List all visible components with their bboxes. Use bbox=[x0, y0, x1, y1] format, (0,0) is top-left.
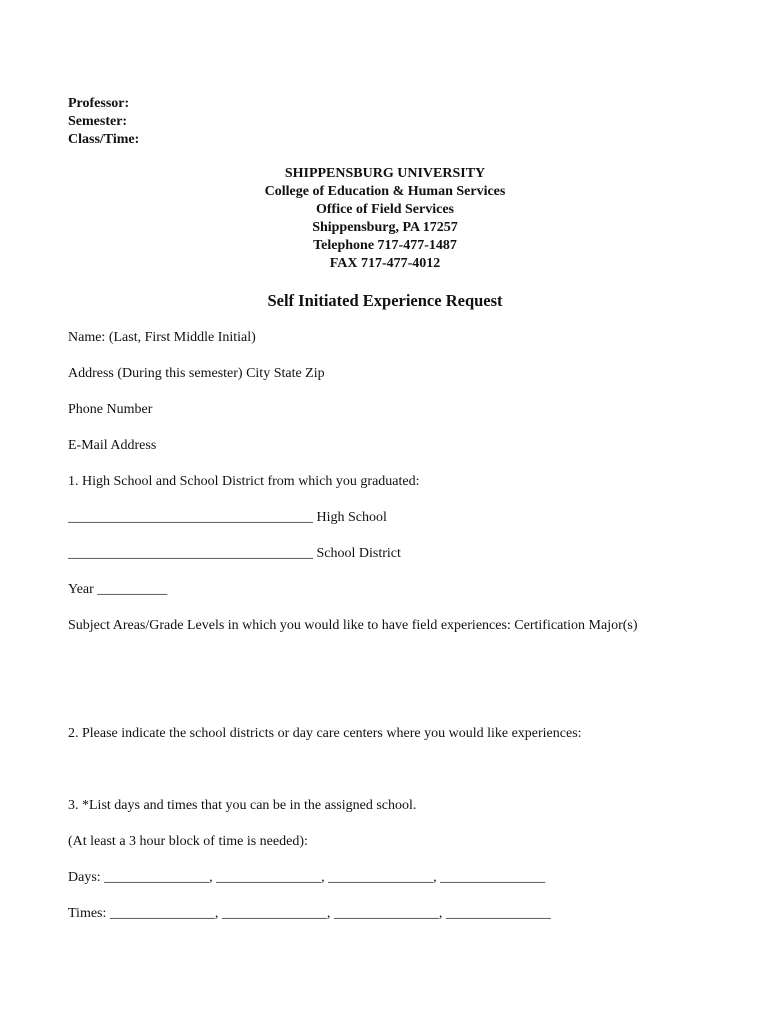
name-field-label: Name: (Last, First Middle Initial) bbox=[68, 330, 256, 345]
question-3: 3. *List days and times that you can be in the assigned school. bbox=[68, 798, 417, 813]
office-name: Office of Field Services bbox=[315, 202, 454, 217]
phone-field-label: Phone Number bbox=[68, 402, 153, 417]
telephone-number: Telephone 717-477-1487 bbox=[313, 238, 457, 253]
question-2: 2. Please indicate the school districts or day care centers where you would like experiences: bbox=[68, 726, 582, 741]
question-3-note: (At least a 3 hour block of time is needed): bbox=[68, 834, 308, 849]
fax-number: FAX 717-477-4012 bbox=[329, 256, 441, 271]
year-field: Year __________ bbox=[68, 582, 168, 597]
semester-label: Semester: bbox=[68, 114, 128, 129]
subject-areas-label: Subject Areas/Grade Levels in which you would like to have field experiences: Certification Major(s) bbox=[68, 618, 638, 633]
school-district-field: ___________________________________ School District bbox=[68, 546, 401, 561]
class-time-label: Class/Time: bbox=[68, 132, 140, 147]
office-address: Shippensburg, PA 17257 bbox=[312, 220, 458, 235]
college-name: College of Education & Human Services bbox=[264, 184, 506, 199]
email-field-label: E-Mail Address bbox=[68, 438, 157, 453]
university-name: SHIPPENSBURG UNIVERSITY bbox=[284, 166, 486, 181]
question-1: 1. High School and School District from which you graduated: bbox=[68, 474, 420, 489]
times-field: Times: _______________, _______________, _______________, _______________ bbox=[68, 906, 551, 921]
form-title: Self Initiated Experience Request bbox=[267, 291, 503, 310]
professor-label: Professor: bbox=[68, 96, 130, 111]
address-field-label: Address (During this semester) City State Zip bbox=[68, 366, 325, 381]
high-school-field: ___________________________________ High School bbox=[68, 510, 387, 525]
days-field: Days: _______________, _______________, _______________, _______________ bbox=[68, 870, 546, 885]
